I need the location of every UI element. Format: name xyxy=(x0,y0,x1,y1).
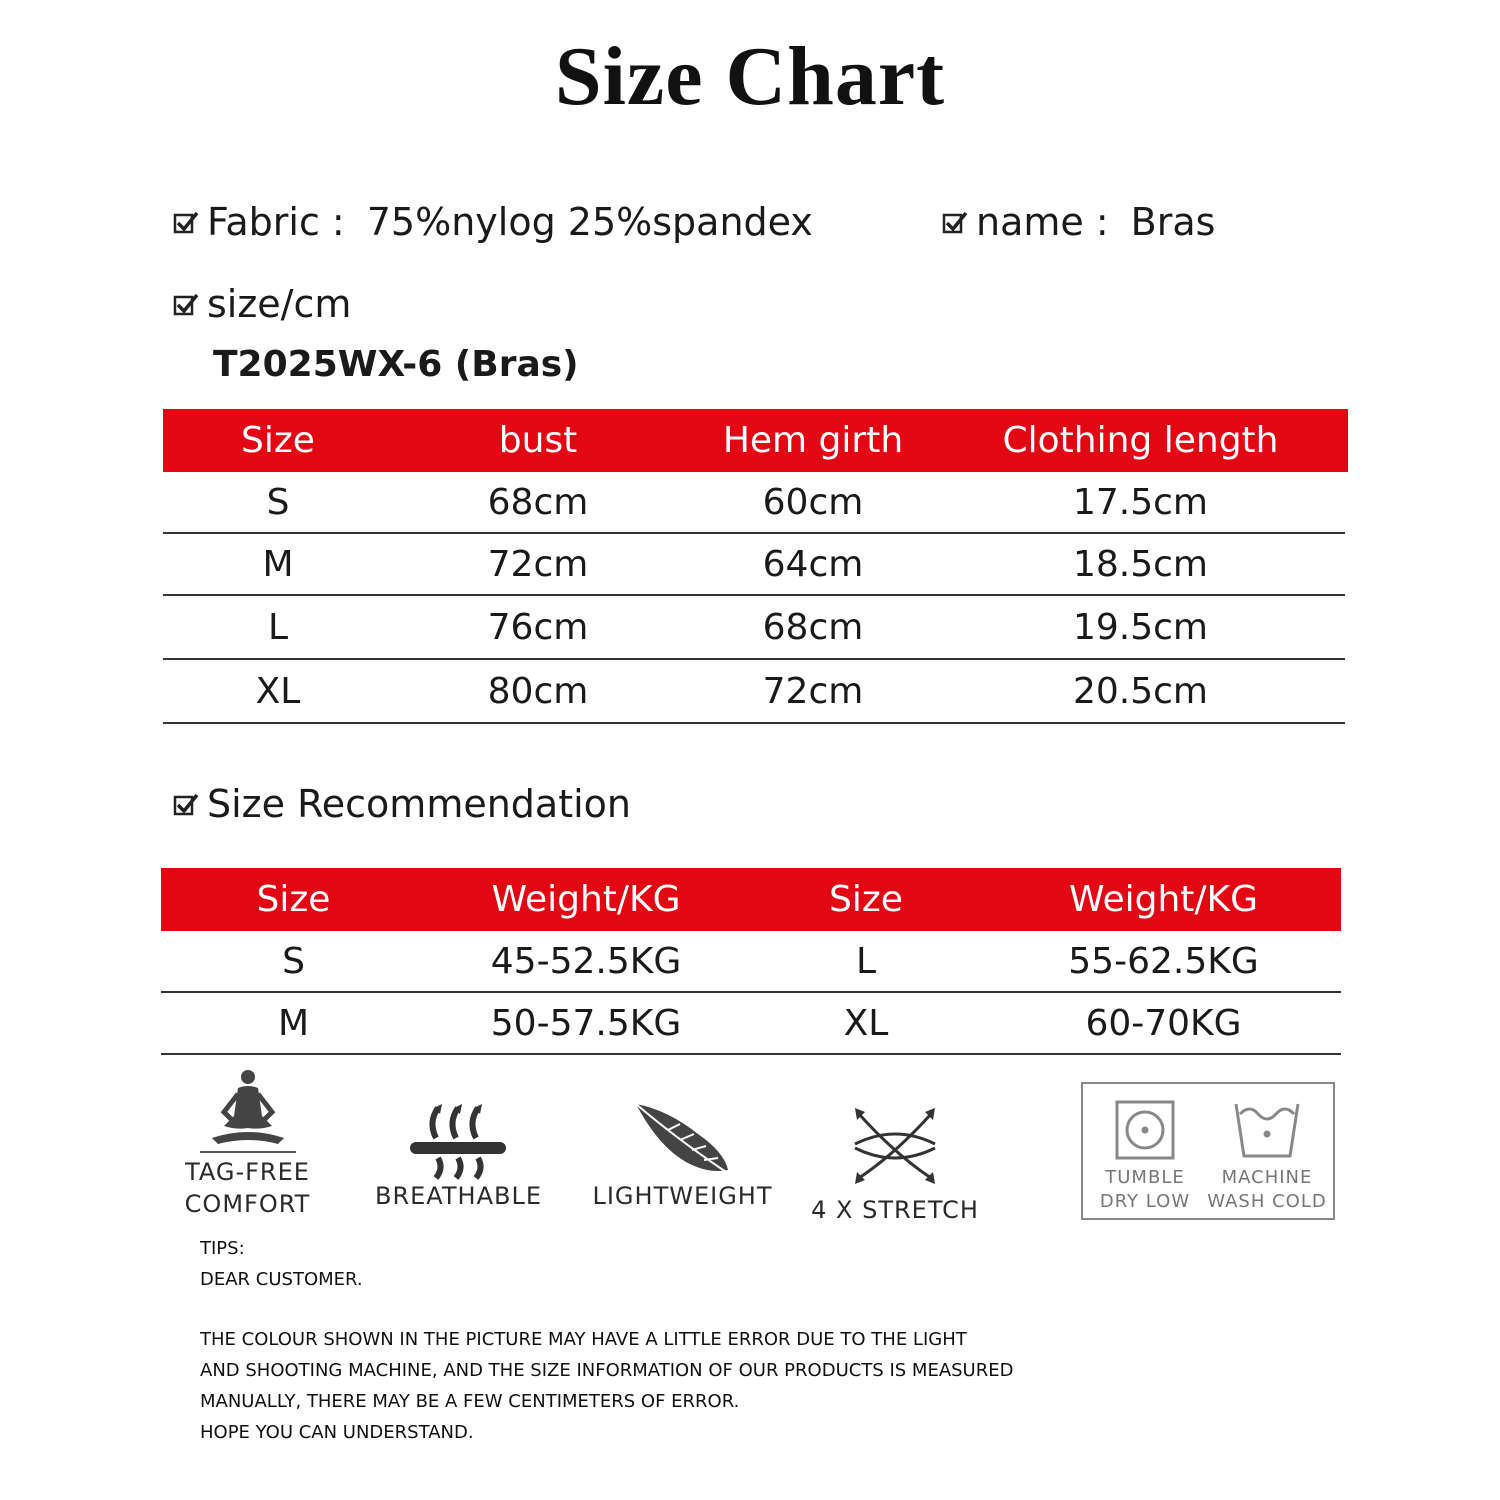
header-cell: Clothing length xyxy=(1002,420,1279,461)
table-cell: 45-52.5KG xyxy=(490,940,682,982)
fabric-value: 75%nylog 25%spandex xyxy=(366,200,813,244)
header-cell: Weight/KG xyxy=(1068,879,1259,920)
header-cell: bust xyxy=(498,420,578,461)
table-cell: S xyxy=(282,940,305,982)
tips-text: HOPE YOU CAN UNDERSTAND. xyxy=(200,1422,474,1443)
table-cell: L xyxy=(855,940,877,982)
name-label: name : xyxy=(976,200,1109,244)
table-row xyxy=(161,931,1341,993)
table-cell: 17.5cm xyxy=(1072,481,1209,523)
feature-label: LIGHTWEIGHT xyxy=(592,1182,773,1210)
feature-tag-free xyxy=(175,1068,320,1220)
table-cell: 60-70KG xyxy=(1085,1002,1242,1044)
tips-text: MANUALLY, THERE MAY BE A FEW CENTIMETERS OF ERROR. xyxy=(200,1391,740,1412)
feature-label: COMFORT xyxy=(184,1190,311,1218)
feature-stretch xyxy=(810,1104,980,1226)
care-label: MACHINE xyxy=(1221,1167,1313,1188)
care-instructions xyxy=(1081,1082,1335,1220)
table-cell: 72cm xyxy=(762,670,864,712)
table-cell: 60cm xyxy=(762,481,864,523)
model-number: T2025WX-6 (Bras) xyxy=(213,344,579,385)
meditation-icon xyxy=(198,1068,298,1156)
name-line xyxy=(942,200,1215,244)
table-row xyxy=(163,534,1345,596)
size-table-header xyxy=(163,409,1348,472)
feature-lightweight xyxy=(590,1100,775,1212)
feature-label: TAG-FREE xyxy=(185,1158,310,1186)
care-machine-wash xyxy=(1207,1098,1327,1214)
table-cell: 76cm xyxy=(487,606,589,648)
table-cell: M xyxy=(277,1002,310,1044)
table-cell: M xyxy=(262,543,294,585)
table-row xyxy=(163,472,1345,534)
machine-wash-icon xyxy=(1232,1098,1302,1162)
size-unit-line xyxy=(173,282,351,326)
size-unit-label: size/cm xyxy=(207,282,352,326)
breathable-icon xyxy=(408,1100,508,1180)
table-cell: 19.5cm xyxy=(1072,606,1209,648)
recommendation-table-header xyxy=(161,868,1341,931)
table-row xyxy=(163,660,1345,724)
table-cell: S xyxy=(266,481,290,523)
care-label: DRY LOW xyxy=(1099,1191,1191,1212)
table-row xyxy=(161,993,1341,1055)
header-cell: Size xyxy=(256,879,331,920)
table-cell: 68cm xyxy=(762,606,864,648)
checkbox-icon xyxy=(173,291,199,317)
feature-label: BREATHABLE xyxy=(375,1182,542,1210)
tips-text: AND SHOOTING MACHINE, AND THE SIZE INFORMATION OF OUR PRODUCTS IS MEASURED xyxy=(200,1360,1014,1381)
size-table xyxy=(163,409,1348,724)
table-cell: 18.5cm xyxy=(1072,543,1209,585)
table-cell: 64cm xyxy=(762,543,864,585)
table-row xyxy=(163,596,1345,660)
checkbox-icon xyxy=(173,791,199,817)
table-cell: XL xyxy=(255,670,301,712)
care-label: WASH COLD xyxy=(1207,1191,1327,1212)
table-cell: 80cm xyxy=(487,670,589,712)
stretch-arrows-icon xyxy=(845,1104,945,1188)
checkbox-icon xyxy=(942,209,968,235)
recommendation-table xyxy=(161,868,1341,1055)
checkbox-icon xyxy=(173,209,199,235)
fabric-line xyxy=(173,200,813,244)
recommendation-heading: Size Recommendation xyxy=(207,782,631,826)
header-cell: Weight/KG xyxy=(491,879,681,920)
header-cell: Size xyxy=(241,420,315,461)
page-title: Size Chart xyxy=(554,30,946,123)
tips-text: THE COLOUR SHOWN IN THE PICTURE MAY HAVE A LITTLE ERROR DUE TO THE LIGHT xyxy=(200,1329,967,1350)
tips-greeting: DEAR CUSTOMER. xyxy=(200,1269,363,1290)
table-cell: XL xyxy=(843,1002,889,1044)
table-cell: 68cm xyxy=(487,481,589,523)
header-cell: Hem girth xyxy=(722,420,904,461)
feature-breathable xyxy=(375,1100,540,1212)
recommendation-line xyxy=(173,782,631,826)
table-cell: 55-62.5KG xyxy=(1068,940,1259,982)
table-cell: 50-57.5KG xyxy=(490,1002,682,1044)
table-cell: 20.5cm xyxy=(1072,670,1209,712)
header-cell: Size xyxy=(829,879,903,920)
fabric-label: Fabric : xyxy=(207,200,345,244)
feature-label: 4 X STRETCH xyxy=(811,1196,979,1224)
tips-label: TIPS: xyxy=(200,1238,245,1259)
name-value: Bras xyxy=(1130,200,1216,244)
care-label: TUMBLE xyxy=(1105,1167,1185,1188)
tumble-dry-icon xyxy=(1113,1098,1177,1162)
table-cell: L xyxy=(267,606,289,648)
table-cell: 72cm xyxy=(487,543,589,585)
care-tumble-dry xyxy=(1085,1098,1205,1214)
feather-icon xyxy=(628,1100,738,1180)
